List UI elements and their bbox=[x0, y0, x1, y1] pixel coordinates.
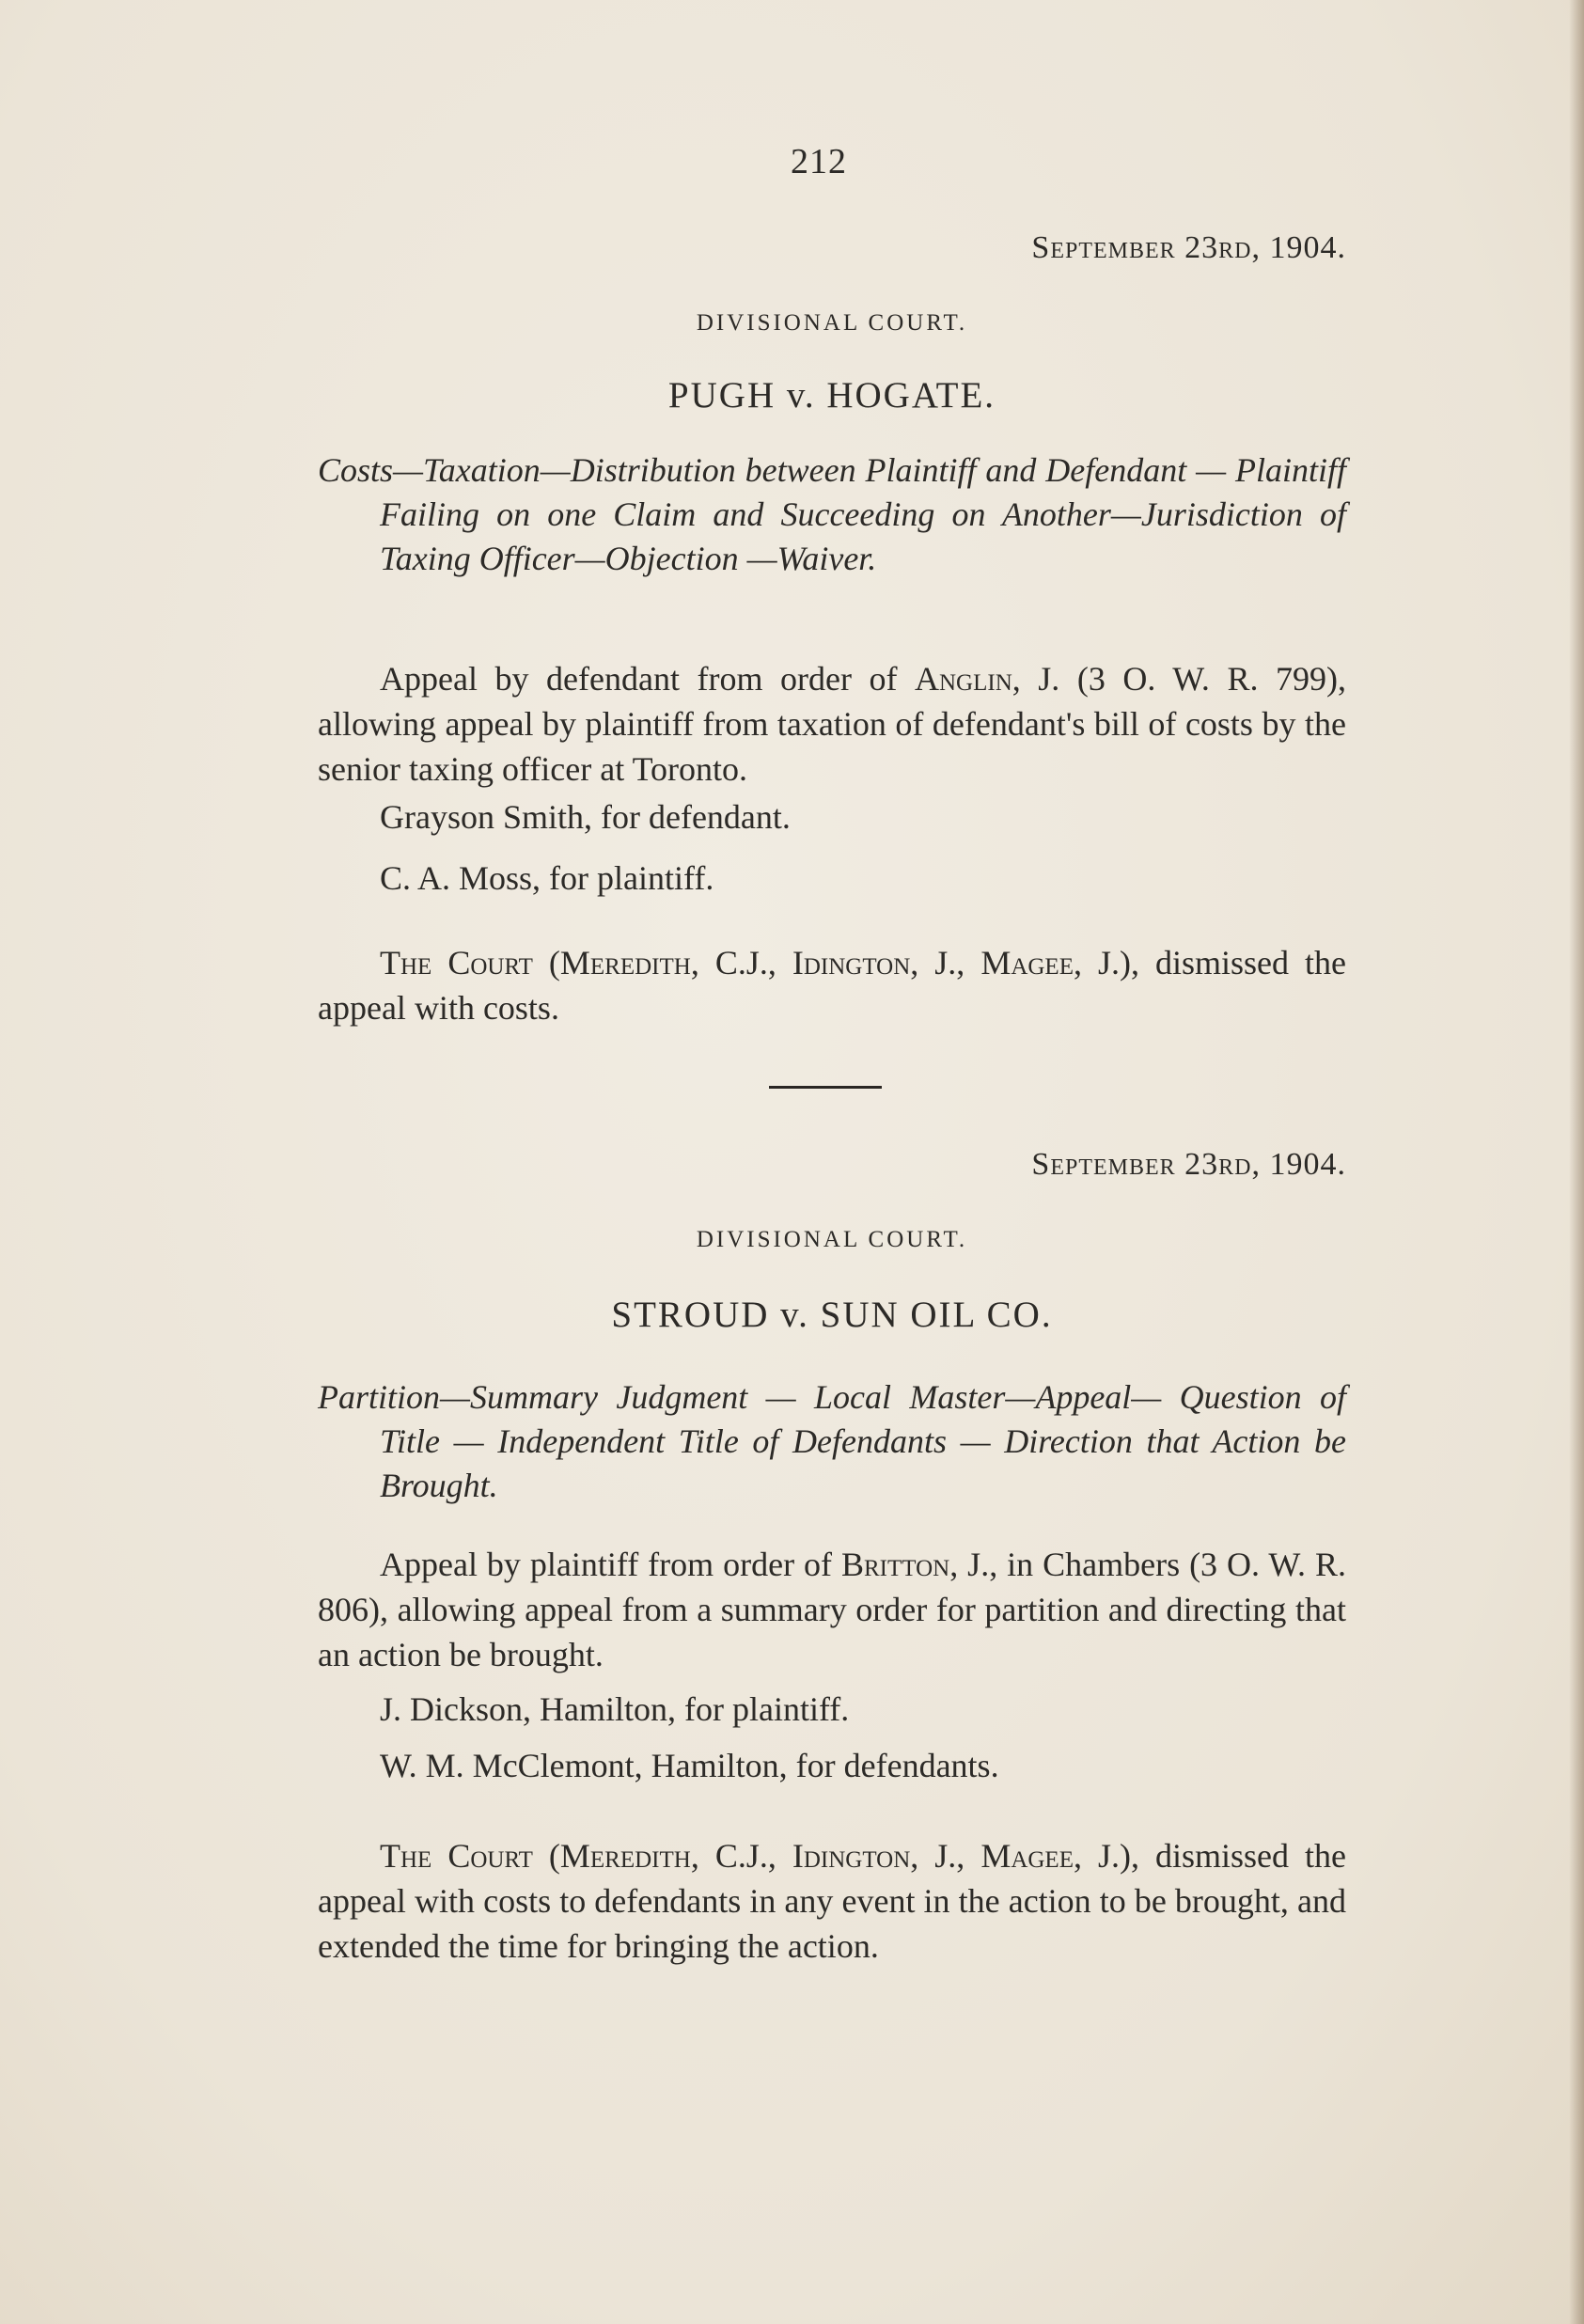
judgment-paragraph bbox=[318, 1833, 1346, 1969]
appeal-judge: Britton bbox=[841, 1546, 950, 1583]
judgment-text: , J.), dismissed the appeal with costs to defendants in any event in the action to be brought, and extended the time for bringing the action. bbox=[318, 1837, 1346, 1965]
appeal-text-post: , J. (3 O. W. R. 799), allowing appeal by plaintiff from taxation of defendant's bill of costs by the senior taxing officer at Toronto. bbox=[318, 660, 1346, 788]
judgment-text: , C.J., bbox=[690, 944, 792, 981]
case-headnote: Costs—Taxation—Distribution between Plaintiff and Defendant — Plaintiff Failing on one Claim and Succeeding on Another—Jurisdiction of Taxing Officer—Objection —Waiver. bbox=[318, 451, 1346, 577]
page-edge-shadow bbox=[1569, 0, 1584, 2324]
judgment-court: The Court bbox=[380, 944, 533, 981]
judgment-text: , C.J., bbox=[690, 1837, 792, 1875]
judgment-text: , J., bbox=[910, 1837, 981, 1875]
counsel-line: Grayson Smith, for defendant. bbox=[380, 798, 791, 836]
page-number: 212 bbox=[791, 142, 847, 181]
court-name: DIVISIONAL COURT. bbox=[696, 310, 968, 336]
judgment-paragraph bbox=[318, 940, 1346, 1030]
judgment-text: ( bbox=[532, 1837, 560, 1875]
judgment-text: , J.), dismissed the appeal with costs. bbox=[318, 944, 1346, 1027]
case-title: PUGH v. HOGATE. bbox=[667, 375, 996, 416]
appeal-text-pre: Appeal by plaintiff from order of bbox=[380, 1546, 841, 1583]
appeal-paragraph bbox=[318, 656, 1346, 792]
case-date: September 23rd, 1904. bbox=[1031, 1147, 1346, 1182]
judge-name: Idington bbox=[792, 1837, 911, 1875]
case-headnote: Partition—Summary Judgment — Local Master—Appeal— Question of Title — Independent Title of Defendants — Direction that Action be Brought. bbox=[318, 1378, 1346, 1504]
appeal-paragraph bbox=[318, 1542, 1346, 1677]
judgment-court: The Court bbox=[380, 1837, 533, 1875]
case-date: September 23rd, 1904. bbox=[1031, 230, 1346, 265]
judge-name: Meredith bbox=[559, 944, 691, 981]
case-title: STROUD v. SUN OIL CO. bbox=[611, 1295, 1053, 1335]
judge-name: Magee bbox=[980, 1837, 1074, 1875]
section-divider bbox=[769, 1086, 882, 1089]
counsel-line: J. Dickson, Hamilton, for plaintiff. bbox=[380, 1690, 850, 1728]
appeal-text-pre: Appeal by defendant from order of bbox=[380, 660, 915, 698]
judgment-text: , J., bbox=[910, 944, 981, 981]
court-name: DIVISIONAL COURT. bbox=[696, 1227, 968, 1252]
counsel-line: W. M. McClemont, Hamilton, for defendants. bbox=[380, 1747, 999, 1784]
judgment-text: ( bbox=[532, 944, 560, 981]
appeal-text-post: , J., in Chambers (3 O. W. R. 806), allowing appeal from a summary order for partition and directing that an action be brought. bbox=[318, 1546, 1346, 1673]
appeal-judge: Anglin bbox=[915, 660, 1012, 698]
counsel-line: C. A. Moss, for plaintiff. bbox=[380, 859, 714, 897]
text-column bbox=[318, 0, 1346, 2324]
judge-name: Idington bbox=[792, 944, 911, 981]
judge-name: Meredith bbox=[559, 1837, 691, 1875]
judge-name: Magee bbox=[980, 944, 1074, 981]
